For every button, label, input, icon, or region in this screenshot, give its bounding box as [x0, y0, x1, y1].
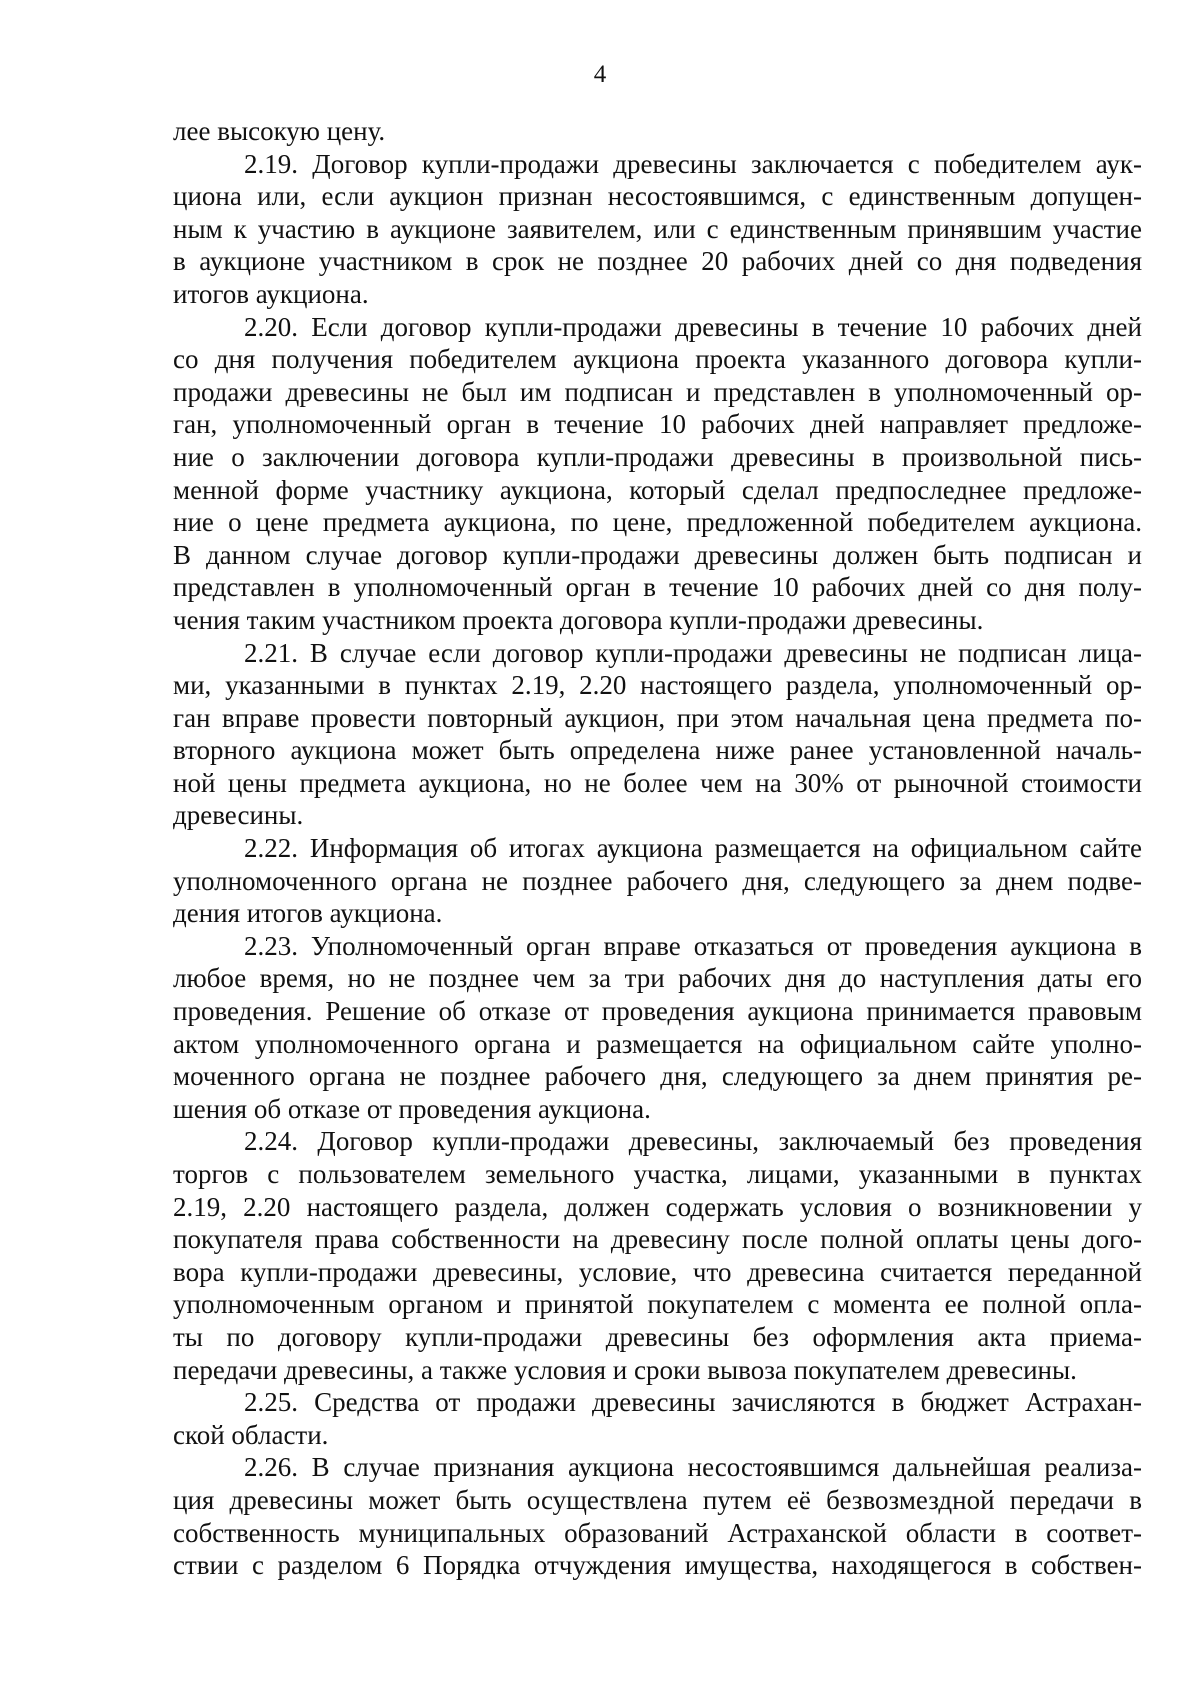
text-line: 2.19, 2.20 настоящего раздела, должен содержать условия о возникновении у — [173, 1191, 1142, 1222]
text-line: ми, указанными в пунктах 2.19, 2.20 настоящего раздела, уполномоченный ор- — [173, 670, 1142, 701]
text-line: ной цены предмета аукциона, но не более чем на 30% от рыночной стоимости — [173, 767, 1142, 798]
text-line: проведения. Решение об отказе от проведения аукциона принимается правовым — [173, 996, 1142, 1027]
text-line: ствии с разделом 6 Порядка отчуждения имущества, находящегося в собствен- — [173, 1550, 1142, 1581]
text-line: вора купли-продажи древесины, условие, что древесина считается переданной — [173, 1256, 1142, 1287]
text-line: уполномоченного органа не позднее рабочего дня, следующего за днем подве- — [173, 865, 1142, 896]
text-line: ние о цене предмета аукциона, по цене, предложенной победителем аукциона. — [173, 507, 1142, 538]
text-line: 2.20. Если договор купли-продажи древесины в течение 10 рабочих дней — [244, 311, 1142, 342]
text-line: древесины. — [173, 800, 304, 831]
text-line: 2.24. Договор купли-продажи древесины, заключаемый без проведения — [244, 1126, 1142, 1157]
body-text — [173, 115, 1142, 1582]
text-line: вторного аукциона может быть определена ниже ранее установленной началь- — [173, 735, 1142, 766]
text-line: менной форме участнику аукциона, который сделал предпоследнее предложе- — [173, 474, 1142, 505]
text-line: ты по договору купли-продажи древесины без оформления акта приема- — [173, 1321, 1142, 1352]
text-line: уполномоченным органом и принятой покупателем с момента ее полной опла- — [173, 1289, 1142, 1320]
text-line: в аукционе участником в срок не позднее 20 рабочих дней со дня подведения — [173, 246, 1142, 277]
text-line: ние о заключении договора купли-продажи древесины в произвольной пись- — [173, 441, 1142, 472]
text-line: 2.19. Договор купли-продажи древесины заключается с победителем аук- — [244, 148, 1142, 179]
text-line: покупателя права собственности на древесину после полной оплаты цены дого- — [173, 1224, 1142, 1255]
text-line: торгов с пользователем земельного участка, лицами, указанными в пунктах — [173, 1159, 1142, 1189]
text-line: ган, уполномоченный орган в течение 10 рабочих дней направляет предложе- — [173, 409, 1142, 440]
text-line: лее высокую цену. — [173, 116, 386, 146]
text-line: 2.23. Уполномоченный орган вправе отказаться от проведения аукциона в — [244, 930, 1142, 961]
text-line: чения таким участником проекта договора купли-продажи древесины. — [173, 604, 984, 635]
text-line: ция древесины может быть осуществлена путем её безвозмездной передачи в — [173, 1484, 1142, 1515]
text-line: собственность муниципальных образований Астраханской области в соответ- — [173, 1517, 1142, 1548]
text-line: итогов аукциона. — [173, 278, 369, 309]
text-line: передачи древесины, а также условия и сроки вывоза покупателем древесины. — [173, 1354, 1077, 1385]
page-number: 4 — [593, 61, 607, 88]
text-line: 2.22. Информация об итогах аукциона размещается на официальном сайте — [244, 833, 1142, 864]
text-line: представлен в уполномоченный орган в течение 10 рабочих дней со дня полу- — [173, 572, 1142, 603]
text-line: продажи древесины не был им подписан и представлен в уполномоченный ор- — [173, 376, 1142, 407]
text-line: шения об отказе от проведения аукциона. — [173, 1093, 651, 1124]
text-line: 2.25. Средства от продажи древесины зачисляются в бюджет Астрахан- — [244, 1387, 1142, 1418]
text-line: 2.21. В случае если договор купли-продажи древесины не подписан лица- — [244, 637, 1142, 668]
text-line: со дня получения победителем аукциона проекта указанного договора купли- — [173, 344, 1142, 375]
text-line: моченного органа не позднее рабочего дня, следующего за днем принятия ре- — [173, 1061, 1142, 1092]
text-line: ской области. — [173, 1419, 329, 1450]
text-line: любое время, но не позднее чем за три рабочих дня до наступления даты его — [173, 963, 1142, 994]
text-line: ным к участию в аукционе заявителем, или с единственным принявшим участие — [173, 213, 1142, 244]
text-line: циона или, если аукцион признан несостоявшимся, с единственным допущен- — [173, 181, 1142, 212]
text-line: дения итогов аукциона. — [173, 898, 443, 929]
text-line: ган вправе провести повторный аукцион, при этом начальная цена предмета по- — [173, 702, 1142, 733]
text-line: В данном случае договор купли-продажи древесины должен быть подписан и — [173, 539, 1142, 570]
text-line: актом уполномоченного органа и размещается на официальном сайте уполно- — [173, 1028, 1142, 1059]
text-line: 2.26. В случае признания аукциона несостоявшимся дальнейшая реализа- — [244, 1452, 1142, 1483]
